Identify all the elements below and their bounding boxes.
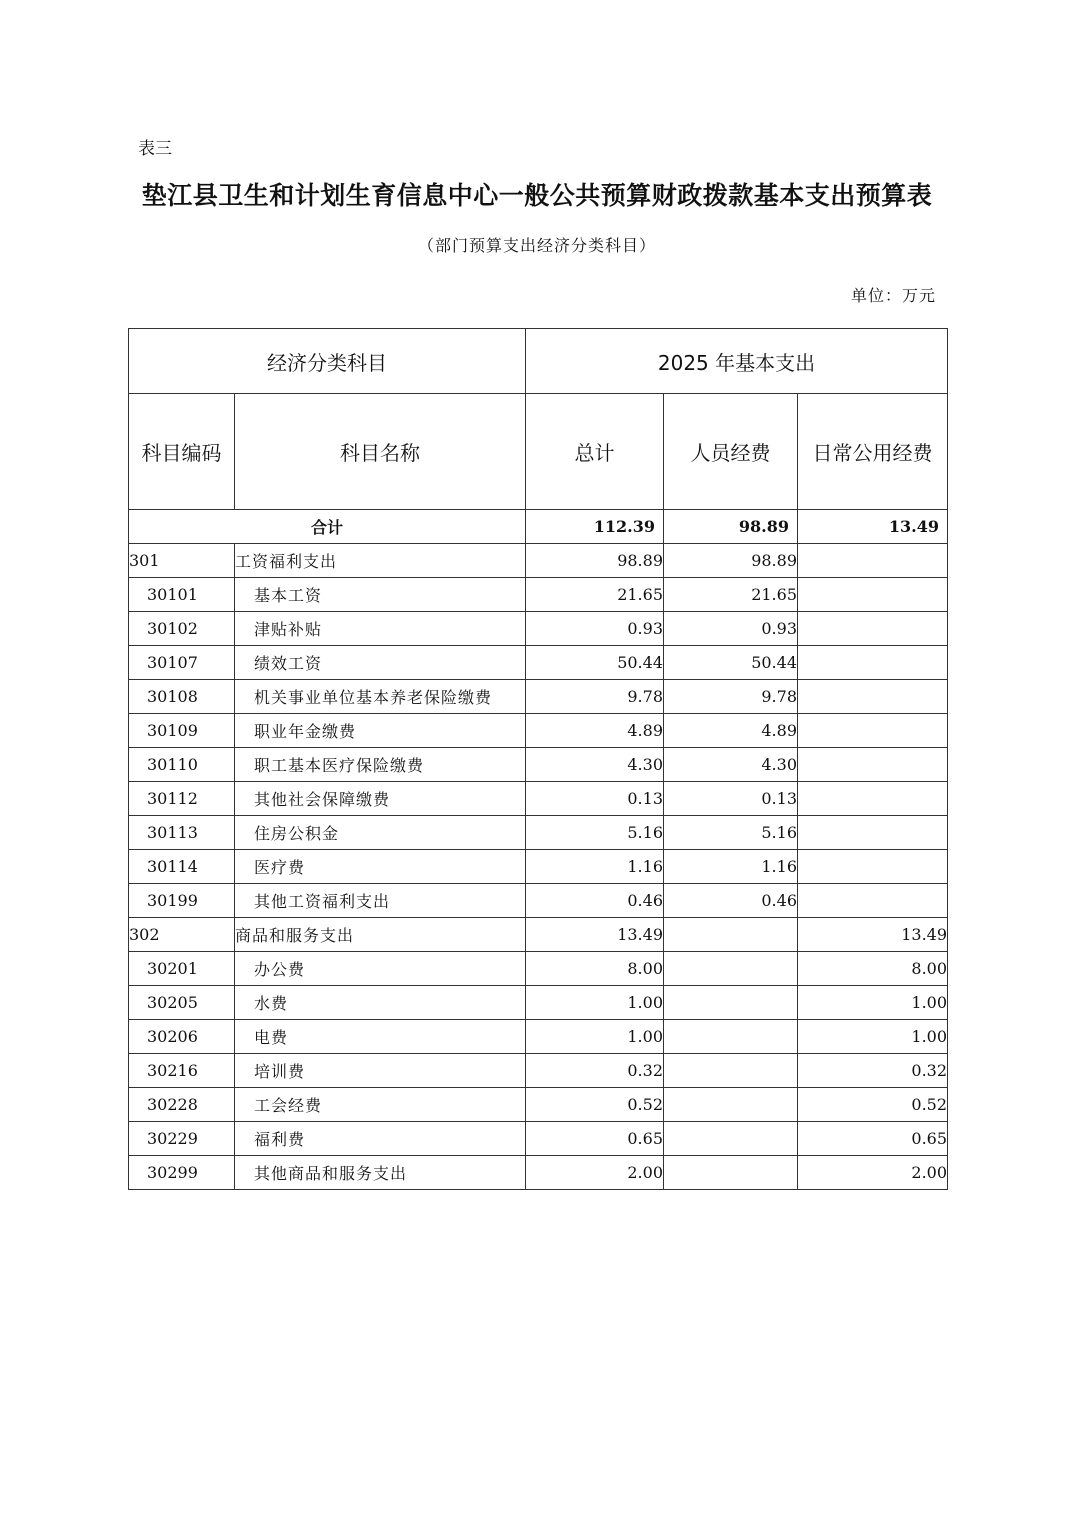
row-personnel <box>664 1054 798 1088</box>
row-code: 30228 <box>129 1088 235 1122</box>
row-public: 1.00 <box>798 986 948 1020</box>
row-personnel: 9.78 <box>664 680 798 714</box>
row-name: 职工基本医疗保险缴费 <box>235 748 526 782</box>
row-name: 培训费 <box>235 1054 526 1088</box>
row-total: 4.30 <box>526 748 664 782</box>
row-name: 电费 <box>235 1020 526 1054</box>
row-personnel: 0.93 <box>664 612 798 646</box>
page-title: 垫江县卫生和计划生育信息中心一般公共预算财政拨款基本支出预算表 <box>141 181 933 210</box>
row-name: 住房公积金 <box>235 816 526 850</box>
table-row <box>129 986 948 1020</box>
row-total: 0.13 <box>526 782 664 816</box>
row-total: 8.00 <box>526 952 664 986</box>
row-name: 商品和服务支出 <box>235 918 526 952</box>
total-row <box>129 510 948 544</box>
row-total: 50.44 <box>526 646 664 680</box>
row-name: 津贴补贴 <box>235 612 526 646</box>
table-row <box>129 1088 948 1122</box>
header-row-2 <box>129 394 948 510</box>
row-code: 30199 <box>129 884 235 918</box>
row-total: 1.16 <box>526 850 664 884</box>
row-public <box>798 646 948 680</box>
header-year-expense: 2025 年基本支出 <box>526 329 948 394</box>
row-public <box>798 850 948 884</box>
total-public: 13.49 <box>798 510 948 544</box>
total-personnel: 98.89 <box>664 510 798 544</box>
row-public <box>798 714 948 748</box>
row-personnel: 0.46 <box>664 884 798 918</box>
header-row-1 <box>129 329 948 394</box>
row-name: 绩效工资 <box>235 646 526 680</box>
row-code: 30102 <box>129 612 235 646</box>
table-row <box>129 884 948 918</box>
row-total: 4.89 <box>526 714 664 748</box>
row-total: 13.49 <box>526 918 664 952</box>
row-code: 30109 <box>129 714 235 748</box>
row-total: 98.89 <box>526 544 664 578</box>
total-total: 112.39 <box>526 510 664 544</box>
row-public <box>798 884 948 918</box>
row-name: 其他工资福利支出 <box>235 884 526 918</box>
row-name: 其他社会保障缴费 <box>235 782 526 816</box>
row-total: 5.16 <box>526 816 664 850</box>
row-personnel <box>664 1020 798 1054</box>
row-code: 30113 <box>129 816 235 850</box>
row-name: 医疗费 <box>235 850 526 884</box>
row-personnel: 98.89 <box>664 544 798 578</box>
row-public <box>798 782 948 816</box>
row-personnel: 4.89 <box>664 714 798 748</box>
header-econ-category: 经济分类科目 <box>129 329 526 394</box>
row-total: 0.46 <box>526 884 664 918</box>
row-total: 1.00 <box>526 1020 664 1054</box>
row-code: 30229 <box>129 1122 235 1156</box>
row-code: 30206 <box>129 1020 235 1054</box>
row-name: 水费 <box>235 986 526 1020</box>
row-personnel: 4.30 <box>664 748 798 782</box>
row-code: 30216 <box>129 1054 235 1088</box>
page-subtitle: （部门预算支出经济分类科目） <box>417 236 656 255</box>
row-personnel <box>664 1122 798 1156</box>
row-personnel <box>664 1088 798 1122</box>
row-public: 13.49 <box>798 918 948 952</box>
row-public: 8.00 <box>798 952 948 986</box>
table-row <box>129 816 948 850</box>
table-row <box>129 850 948 884</box>
table-row <box>129 1156 948 1190</box>
row-name: 福利费 <box>235 1122 526 1156</box>
row-total: 9.78 <box>526 680 664 714</box>
row-personnel <box>664 952 798 986</box>
table-row <box>129 748 948 782</box>
table-number-label: 表三 <box>138 139 172 159</box>
table-row <box>129 1020 948 1054</box>
row-personnel: 5.16 <box>664 816 798 850</box>
row-code: 30107 <box>129 646 235 680</box>
row-public <box>798 612 948 646</box>
row-personnel <box>664 918 798 952</box>
header-name: 科目名称 <box>235 394 526 510</box>
header-total: 总计 <box>526 394 664 510</box>
row-total: 2.00 <box>526 1156 664 1190</box>
row-code: 30101 <box>129 578 235 612</box>
row-public <box>798 680 948 714</box>
row-public: 2.00 <box>798 1156 948 1190</box>
row-public <box>798 748 948 782</box>
row-personnel: 21.65 <box>664 578 798 612</box>
table-row <box>129 612 948 646</box>
row-name: 工会经费 <box>235 1088 526 1122</box>
row-public: 0.65 <box>798 1122 948 1156</box>
row-public: 0.52 <box>798 1088 948 1122</box>
row-total: 0.65 <box>526 1122 664 1156</box>
table-row <box>129 578 948 612</box>
row-public <box>798 544 948 578</box>
row-name: 机关事业单位基本养老保险缴费 <box>235 680 526 714</box>
row-code: 30205 <box>129 986 235 1020</box>
row-public: 1.00 <box>798 1020 948 1054</box>
row-total: 1.00 <box>526 986 664 1020</box>
unit-label: 单位：万元 <box>850 286 936 305</box>
table-row <box>129 952 948 986</box>
header-code: 科目编码 <box>129 394 235 510</box>
row-personnel <box>664 986 798 1020</box>
row-name: 工资福利支出 <box>235 544 526 578</box>
row-total: 21.65 <box>526 578 664 612</box>
row-personnel: 1.16 <box>664 850 798 884</box>
row-code: 30108 <box>129 680 235 714</box>
row-name: 其他商品和服务支出 <box>235 1156 526 1190</box>
row-code: 302 <box>129 918 235 952</box>
table-row <box>129 918 948 952</box>
total-label: 合计 <box>129 510 526 544</box>
table-row <box>129 1122 948 1156</box>
row-total: 0.32 <box>526 1054 664 1088</box>
row-public <box>798 816 948 850</box>
row-name: 职业年金缴费 <box>235 714 526 748</box>
row-code: 30110 <box>129 748 235 782</box>
row-total: 0.93 <box>526 612 664 646</box>
table-row <box>129 782 948 816</box>
table-row <box>129 1054 948 1088</box>
row-code: 30112 <box>129 782 235 816</box>
row-code: 30201 <box>129 952 235 986</box>
table-row <box>129 544 948 578</box>
table-row <box>129 646 948 680</box>
row-total: 0.52 <box>526 1088 664 1122</box>
row-name: 基本工资 <box>235 578 526 612</box>
row-code: 30299 <box>129 1156 235 1190</box>
budget-table <box>128 328 948 1190</box>
table-row <box>129 680 948 714</box>
header-personnel: 人员经费 <box>664 394 798 510</box>
header-public: 日常公用经费 <box>798 394 948 510</box>
row-code: 30114 <box>129 850 235 884</box>
table-row <box>129 714 948 748</box>
row-code: 301 <box>129 544 235 578</box>
row-name: 办公费 <box>235 952 526 986</box>
row-personnel: 50.44 <box>664 646 798 680</box>
row-personnel <box>664 1156 798 1190</box>
row-public: 0.32 <box>798 1054 948 1088</box>
row-public <box>798 578 948 612</box>
row-personnel: 0.13 <box>664 782 798 816</box>
